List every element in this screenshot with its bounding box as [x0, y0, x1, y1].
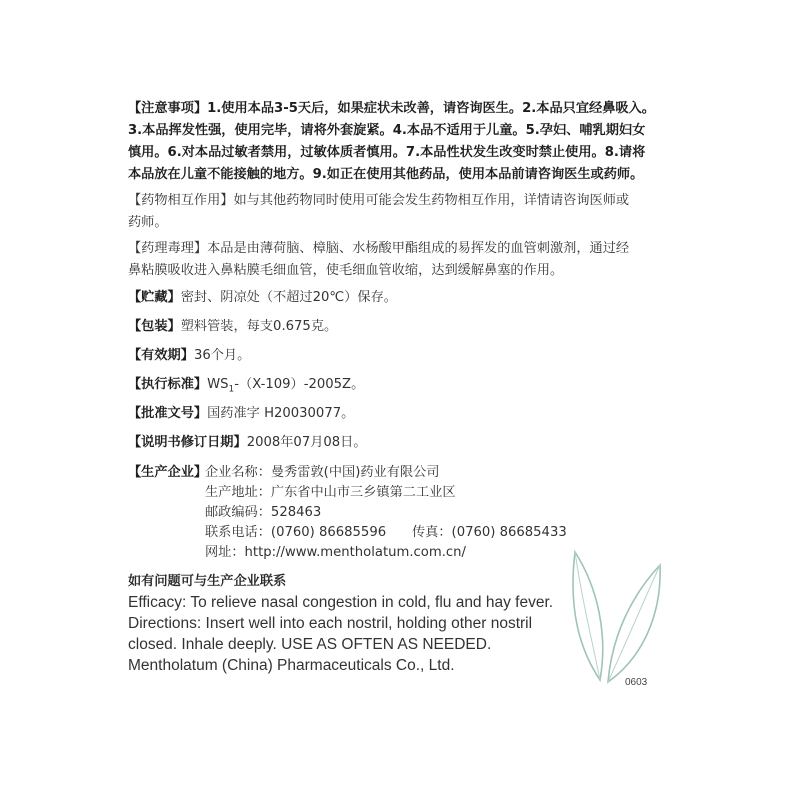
- pharmacology-line: 鼻粘膜吸收进入鼻粘膜毛细血管，使毛细血管收缩，达到缓解鼻塞的作用。: [128, 263, 564, 278]
- interactions-line: 药师。: [128, 215, 168, 230]
- approval-row: [128, 403, 673, 425]
- pharmacology-line: 【药理毒理】本品是由薄荷脑、樟脑、水杨酸甲酯组成的易挥发的血管刺激剂，通过经: [128, 241, 630, 256]
- english-section: [128, 592, 598, 676]
- precautions-line: 3.本品挥发性强，使用完毕，请将外套旋紧。4.本品不适用于儿童。5.孕妇、哺乳期妇女: [128, 123, 646, 138]
- precautions-section: [128, 98, 673, 186]
- validity-label: 【有效期】: [128, 348, 194, 363]
- standard-value-suffix: -（X-109）-2005Z。: [234, 377, 365, 392]
- approval-label: 【批准文号】: [128, 406, 208, 421]
- validity-row: [128, 345, 673, 367]
- precautions-line: 【注意事项】1.使用本品3-5天后，如果症状未改善，请咨询医生。2.本品只宜经鼻吸入。: [128, 101, 655, 116]
- english-line: closed. Inhale deeply. USE AS OFTEN AS NEEDED.: [128, 636, 492, 653]
- print-code: 0603: [625, 677, 648, 688]
- leaf-watermark-icon: [560, 540, 670, 690]
- standard-label: 【执行标准】: [128, 377, 208, 392]
- manufacturer-phone: 联系电话：(0760) 86685596: [205, 525, 387, 540]
- english-line: Mentholatum (China) Pharmaceuticals Co., Ltd.: [128, 657, 455, 674]
- contact-note: 如有问题可与生产企业联系: [128, 574, 287, 589]
- package-label: 【包装】: [128, 319, 181, 334]
- revision-value: 2008年07月08日。: [246, 435, 367, 450]
- approval-value: 国药准字 H20030077。: [207, 406, 355, 421]
- standard-value: [207, 377, 365, 395]
- revision-label: 【说明书修订日期】: [128, 435, 247, 450]
- standard-value-subscript: 1: [228, 384, 235, 395]
- storage-row: [128, 287, 673, 309]
- manufacturer-label: 【生产企业】: [128, 465, 208, 480]
- english-line: Directions: Insert well into each nostril, holding other nostril: [128, 615, 533, 632]
- interactions-line: 【药物相互作用】如与其他药物同时使用可能会发生药物相互作用，详情请咨询医师或: [128, 193, 630, 208]
- revision-row: [128, 432, 673, 454]
- package-row: [128, 316, 673, 338]
- precautions-line: 本品放在儿童不能接触的地方。9.如正在使用其他药品，使用本品前请咨询医生或药师。: [128, 167, 644, 182]
- manufacturer-name: 企业名称：曼秀雷敦(中国)药业有限公司: [205, 465, 440, 480]
- english-line: Efficacy: To relieve nasal congestion in cold, flu and hay fever.: [128, 594, 554, 611]
- manufacturer-website: 网址：http://www.mentholatum.com.cn/: [205, 545, 466, 560]
- standard-value-prefix: WS: [207, 377, 229, 392]
- package-value: 塑料管装，每支0.675克。: [180, 319, 338, 334]
- validity-value: 36个月。: [193, 348, 251, 363]
- pharmacology-section: [128, 238, 673, 282]
- manufacturer-postcode: 邮政编码：528463: [205, 505, 322, 520]
- interactions-section: [128, 190, 673, 234]
- storage-label: 【贮藏】: [128, 290, 181, 305]
- storage-value: 密封、阴凉处（不超过20℃）保存。: [180, 290, 397, 305]
- manufacturer-address: 生产地址：广东省中山市三乡镇第二工业区: [205, 485, 456, 500]
- manufacturer-fax: 传真：(0760) 86685433: [412, 525, 567, 540]
- standard-row: [128, 374, 673, 401]
- precautions-line: 慎用。6.对本品过敏者禁用，过敏体质者慎用。7.本品性状发生改变时禁止使用。8.请将: [128, 145, 646, 160]
